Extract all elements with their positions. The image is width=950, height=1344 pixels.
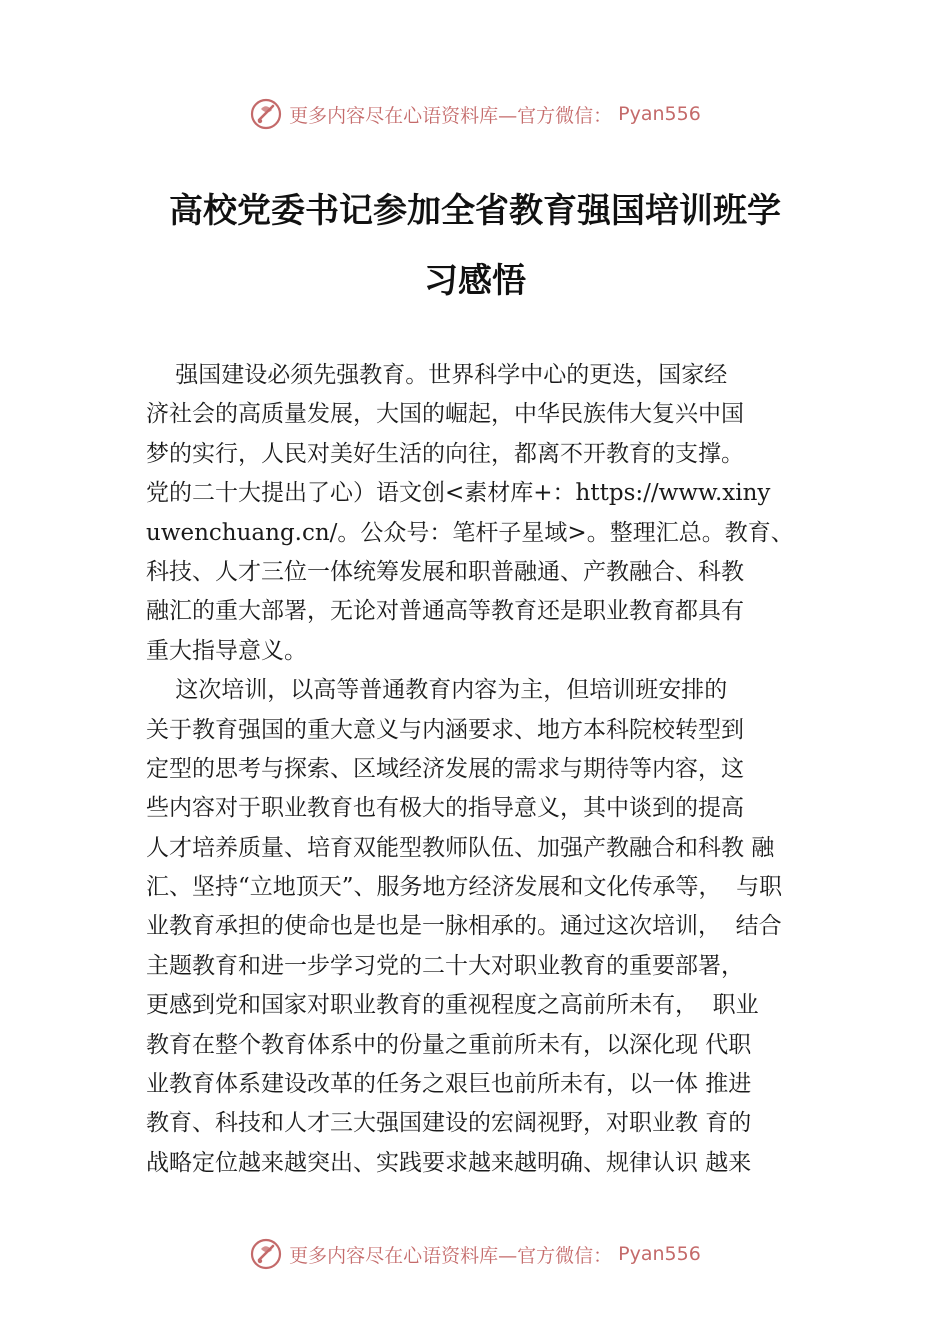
title-line-1: 高校党委书记参加全省教育强国培训班学 (169, 191, 781, 231)
header-brand-text: 更多内容尽在心语资料库—官方微信： (289, 104, 613, 127)
body-line: 教育、科技和人才三大强国建设的宏阔视野，对职业教 育的 (146, 1110, 752, 1137)
body-line: 业教育体系建设改革的任务之艰巨也前所未有，以一体 推进 (146, 1071, 752, 1098)
footer-wechat-id: Pyan556 (618, 1243, 701, 1265)
brand-logo-icon (249, 1237, 283, 1271)
body-line: 教育在整个教育体系中的份量之重前所未有，以深化现 代职 (146, 1031, 752, 1058)
body-line: uwenchuang.cn/。公众号：笔杆子星域>。整理汇总。教育、 (146, 519, 794, 546)
footer-banner (0, 1234, 950, 1274)
header-banner (0, 94, 950, 134)
body-line: 科技、人才三位一体统筹发展和职普融通、产教融合、科教 (146, 558, 744, 585)
footer-brand-text: 更多内容尽在心语资料库—官方微信： (289, 1244, 613, 1267)
body-line: 这次培训，以高等普通教育内容为主，但培训班安排的 (146, 677, 728, 704)
brand-logo-icon (249, 97, 283, 131)
body-line: 更感到党和国家对职业教育的重视程度之高前所未有， 职业 (146, 992, 759, 1019)
body-line: 业教育承担的使命也是也是一脉相承的。通过这次培训， 结合 (146, 913, 782, 940)
body-line: 济社会的高质量发展，大国的崛起，中华民族伟大复兴中国 (146, 401, 744, 428)
body-line: 融汇的重大部署，无论对普通高等教育还是职业教育都具有 (146, 598, 744, 625)
body-line: 党的二十大提出了心）语文创<素材库+：https://www.xiny (146, 480, 771, 507)
body-line: 人才培养质量、培育双能型教师队伍、加强产教融合和科教 融 (146, 834, 775, 861)
body-line: 战略定位越来越突出、实践要求越来越明确、规律认识 越来 (146, 1149, 752, 1176)
title-line-2: 习感悟 (424, 261, 526, 301)
body-text (146, 356, 836, 1183)
body-line: 定型的思考与探索、区域经济发展的需求与期待等内容，这 (146, 755, 744, 782)
body-line: 重大指导意义。 (146, 637, 307, 664)
body-line: 汇、坚持“立地顶天”、服务地方经济发展和文化传承等， 与职 (146, 874, 783, 901)
body-line: 主题教育和进一步学习党的二十大对职业教育的重要部署， (146, 952, 744, 979)
header-wechat-id: Pyan556 (618, 103, 701, 125)
document-title (140, 176, 810, 316)
body-line: 些内容对于职业教育也有极大的指导意义，其中谈到的提高 (146, 795, 744, 822)
body-line: 关于教育强国的重大意义与内涵要求、地方本科院校转型到 (146, 716, 744, 743)
body-line: 梦的实行，人民对美好生活的向往，都离不开教育的支撑。 (146, 440, 744, 467)
body-line: 强国建设必须先强教育。世界科学中心的更迭，国家经 (146, 362, 728, 388)
